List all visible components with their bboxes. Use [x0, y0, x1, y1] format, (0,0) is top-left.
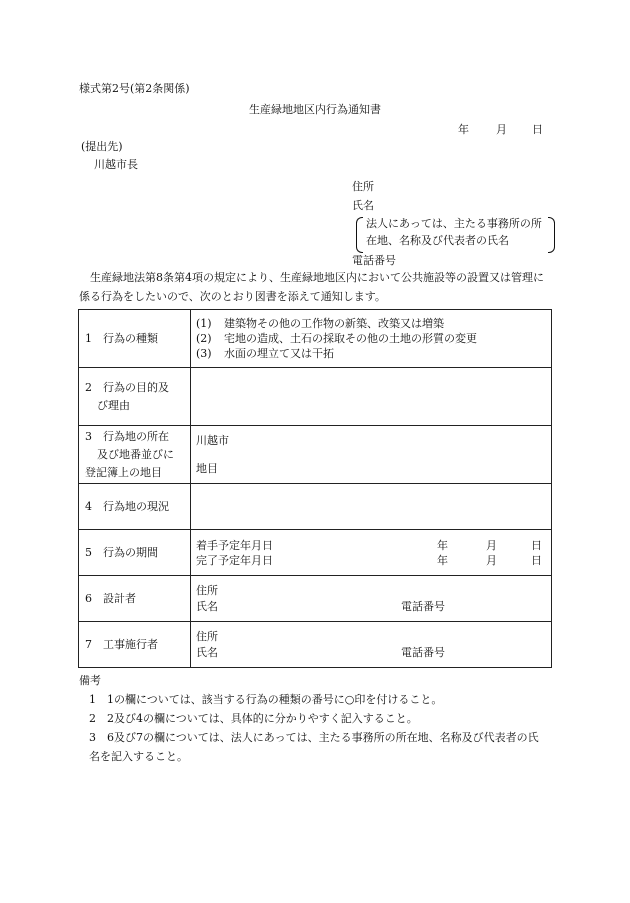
row1-value[interactable] — [191, 310, 552, 368]
table-row — [79, 310, 552, 368]
kind-item-2: (2) 宅地の造成、土石の採取その他の土地の形質の変更 — [196, 332, 477, 345]
kind-item-1: (1) 建築物その他の工作物の新築、改築又は増築 — [196, 317, 444, 330]
corp-note-line2: 在地、名称及び代表者の氏名 — [366, 234, 509, 247]
corp-note-line1: 法人にあっては、主たる事務所の所 — [366, 217, 542, 230]
row2-value[interactable] — [191, 368, 552, 426]
corp-note — [352, 215, 556, 251]
applicant-address-label: 住所 — [352, 180, 374, 193]
document-title: 生産緑地地区内行為通知書 — [249, 103, 381, 116]
form-number: 様式第2号(第2条関係) — [79, 82, 190, 95]
contractor-name-line: 氏名 電話番号 — [196, 645, 445, 659]
note-item-3: 3 6及び7の欄については、法人にあっては、主たる事務所の所在地、名称及び代表者の氏名を記入すること。 — [89, 731, 539, 763]
date-day: 日 — [532, 123, 543, 136]
intro-paragraph: 生産緑地法第8条第4項の規定により、生産緑地地区内において公共施設等の設置又は管理に係る行為をしたいので、次のとおり図書を添えて通知します。 — [79, 271, 544, 303]
row4-value[interactable] — [191, 484, 552, 530]
addressee: 川越市長 — [94, 158, 138, 171]
row7-label: 7 工事施行者 — [79, 622, 191, 668]
row4-label: 4 行為地の現況 — [79, 484, 191, 530]
row6-value[interactable] — [191, 576, 552, 622]
row5-label: 5 行為の期間 — [79, 530, 191, 576]
row3-label: 3 行為地の所在 及び地番並びに 登記簿上の地目 — [79, 426, 191, 484]
table-row — [79, 368, 552, 426]
start-date-line: 着手予定年月日 年 月 日 — [196, 538, 542, 552]
note-item-2: 2 2及び4の欄については、具体的に分かりやすく記入すること。 — [89, 712, 418, 725]
notes-heading: 備考 — [79, 674, 101, 687]
bracket-left-icon — [356, 217, 363, 253]
row1-label: 1 行為の種類 — [79, 310, 191, 368]
row2-label: 2 行為の目的及 び理由 — [79, 368, 191, 426]
note-item-1: 1 1の欄については、該当する行為の種類の番号に○印を付けること。 — [89, 693, 443, 706]
designer-address-label: 住所 — [196, 583, 218, 597]
applicant-block — [352, 177, 556, 270]
table-row — [79, 622, 552, 668]
land-category-label: 地目 — [196, 461, 218, 475]
notification-table — [78, 309, 552, 668]
row7-value[interactable] — [191, 622, 552, 668]
table-row — [79, 530, 552, 576]
designer-name-line: 氏名 電話番号 — [196, 599, 445, 613]
table-row — [79, 426, 552, 484]
row5-value[interactable] — [191, 530, 552, 576]
date-line — [458, 121, 543, 137]
table-row — [79, 484, 552, 530]
date-month: 月 — [496, 123, 507, 136]
bracket-right-icon — [548, 217, 555, 253]
applicant-name-label: 氏名 — [352, 199, 374, 212]
row6-label: 6 設計者 — [79, 576, 191, 622]
date-year: 年 — [458, 123, 469, 136]
contractor-address-label: 住所 — [196, 629, 218, 643]
end-date-line: 完了予定年月日 年 月 日 — [196, 553, 542, 567]
row3-value[interactable] — [191, 426, 552, 484]
kind-item-3: (3) 水面の埋立て又は干拓 — [196, 347, 334, 360]
table-row — [79, 576, 552, 622]
applicant-phone-label: 電話番号 — [352, 254, 396, 267]
submit-to-label: (提出先) — [81, 140, 123, 153]
city-text: 川越市 — [196, 433, 229, 447]
